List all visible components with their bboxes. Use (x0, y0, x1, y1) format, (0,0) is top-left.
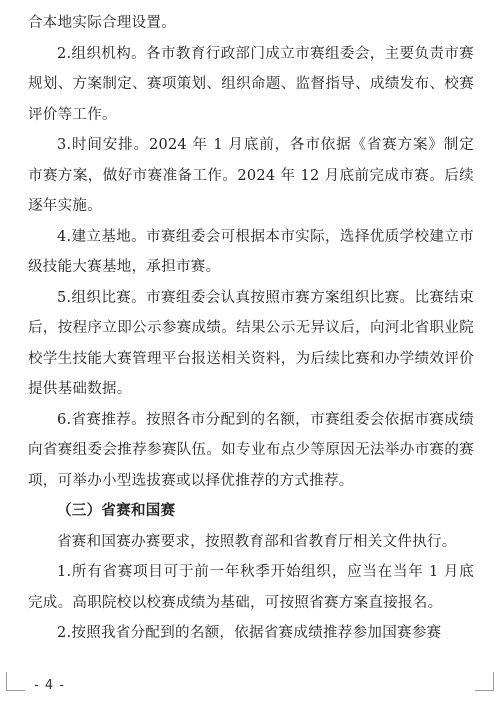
crop-mark-bottom-left (6, 672, 25, 691)
paragraph-recommendation: 6.省赛推荐。按照各市分配到的名额，市赛组委会依据市赛成绩向省赛组委会推荐参赛队伍。如专业布点少等原因无法举办市赛的赛项，可举办小型选拔赛或以择优推荐的方式推荐。 (28, 411, 474, 489)
paragraph-organization: 2.组织机构。各市教育行政部门成立市赛组委会，主要负责市赛规划、方案制定、赛项策划、组织命题、监督指导、成绩发布、校赛评价等工作。 (28, 45, 474, 123)
crop-mark-bottom-right (475, 672, 494, 691)
paragraph-schedule: 3.时间安排。2024 年 1 月底前，各市依据《省赛方案》制定市赛方案，做好市赛准备工作。2024 年 12 月底前完成市赛。后续逐年实施。 (28, 137, 474, 214)
section-heading: （三）省赛和国赛 (57, 503, 176, 519)
paragraph-base: 4.建立基地。市赛组委会可根据本市实际，选择优质学校建立市级技能大赛基地，承担市赛。 (28, 228, 474, 275)
paragraph-requirements: 省赛和国赛办赛要求，按照教育部和省教育厅相关文件执行。 (57, 533, 457, 550)
document-body (28, 8, 474, 649)
paragraph-continuation: 合本地实际合理设置。 (28, 15, 176, 31)
paragraph-competition: 5.组织比赛。市赛组委会认真按照市赛方案组织比赛。比赛结束后，按程序立即公示参赛成绩。结果公示无异议后，向河北省职业院校学生技能大赛管理平台报送相关资料，为后续比赛和办学绩效评价提供基础数据。 (28, 289, 474, 397)
paragraph-national-quota: 2.按照我省分配到的名额，依据省赛成绩推荐参加国赛参赛 (57, 625, 442, 641)
paragraph-provincial-timing: 1.所有省赛项目可于前一年秋季开始组织，应当在当年 1 月底完成。高职院校以校赛成绩为基础，可按照省赛方案直接报名。 (28, 564, 474, 611)
page-number: - 4 - (34, 678, 65, 693)
